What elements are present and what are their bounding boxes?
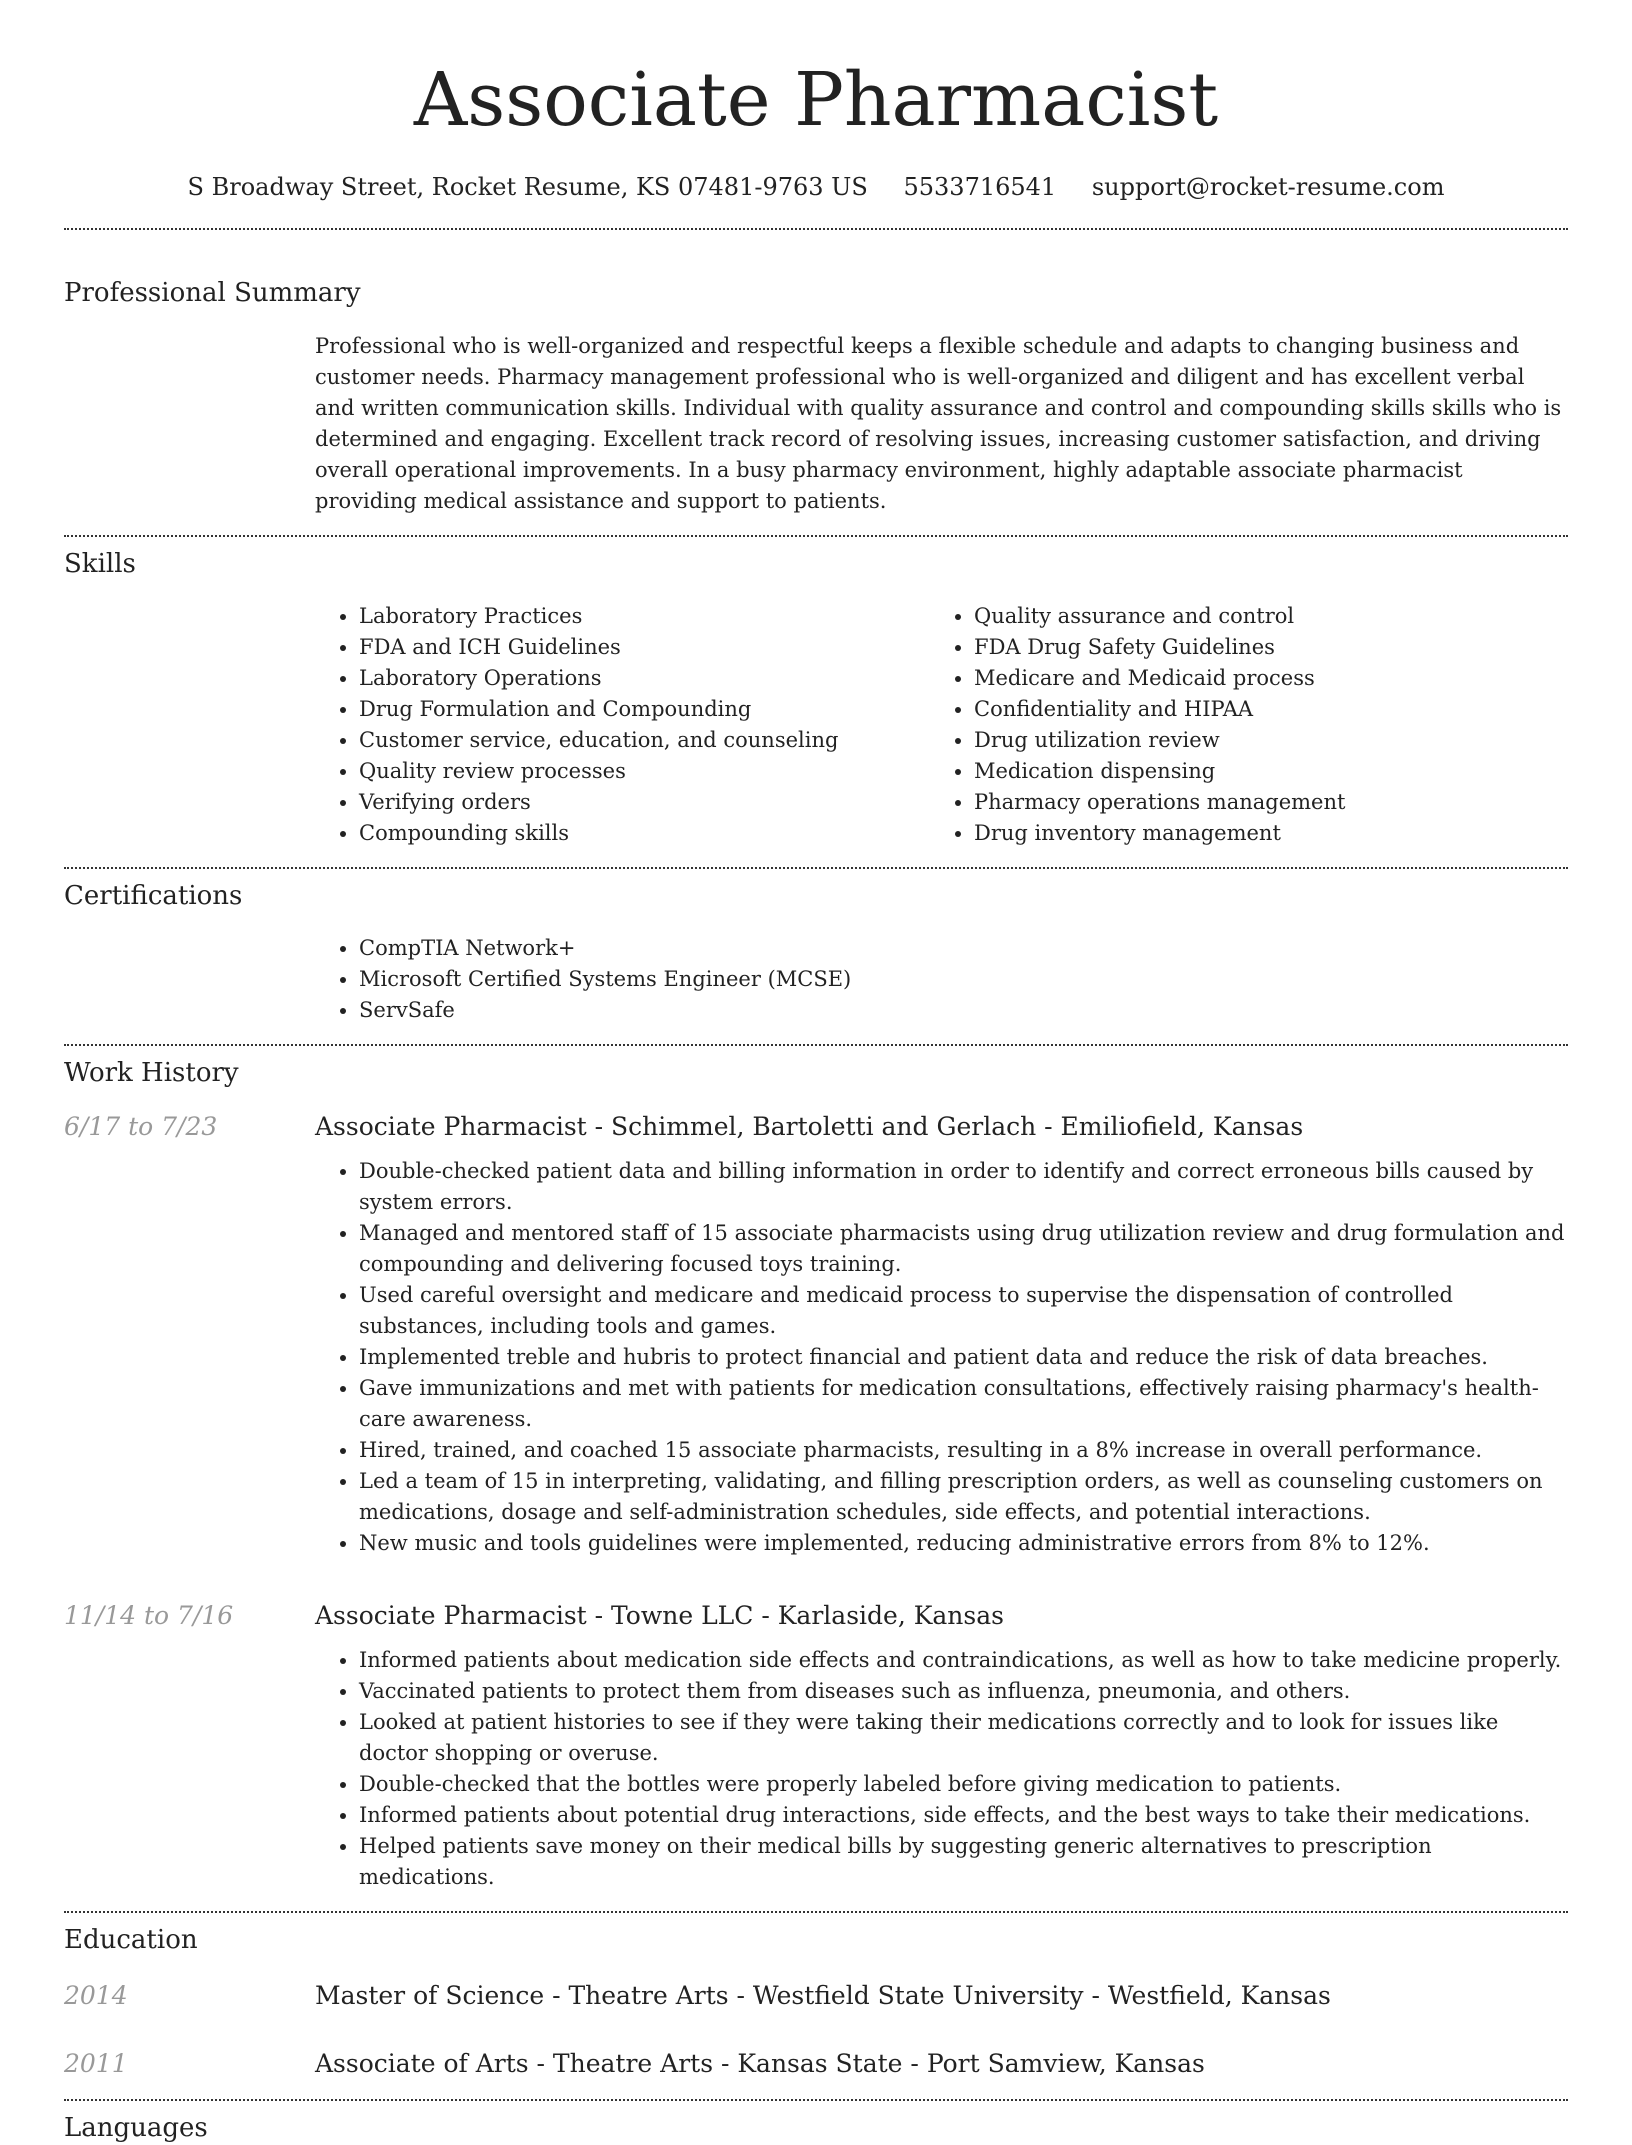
skill-item: • Quality review processes	[359, 756, 930, 787]
job-bullet: • Implemented treble and hubris to protect financial and patient data and reduce the risk of data breaches.	[359, 1342, 1568, 1373]
job-title: Associate Pharmacist - Towne LLC - Karlaside, Kansas	[315, 1601, 1004, 1630]
skill-item: • Verifying orders	[359, 787, 930, 818]
skill-item: • Laboratory Practices	[359, 601, 930, 632]
job-dates: 11/14 to 7/16	[64, 1601, 234, 1630]
job-bullet: • Helped patients save money on their medical bills by suggesting generic alternatives to prescription medications.	[359, 1831, 1568, 1893]
skills-title: Skills	[64, 549, 136, 579]
contact-line	[0, 170, 1632, 204]
job-bullet: • Used careful oversight and medicare and medicaid process to supervise the dispensation of controlled substances, including tools and games.	[359, 1280, 1568, 1342]
skill-item: • Confidentiality and HIPAA	[974, 694, 1545, 725]
skill-item: • Medication dispensing	[974, 756, 1545, 787]
skill-item: • Drug Formulation and Compounding	[359, 694, 930, 725]
skill-item: • Quality assurance and control	[974, 601, 1545, 632]
education-section	[0, 1913, 1632, 2081]
work-history-section	[0, 1046, 1632, 1893]
summary-section	[0, 230, 1632, 517]
job-body	[315, 1110, 1568, 1559]
skills-section	[0, 537, 1632, 849]
resume-header	[0, 0, 1632, 204]
job-bullet: • Managed and mentored staff of 15 associate pharmacists using drug utilization review and drug formulation and compounding and delivering focused toys training.	[359, 1218, 1568, 1280]
education-entry	[64, 1979, 1568, 2013]
job-bullet: • New music and tools guidelines were implemented, reducing administrative errors from 8% to 12%.	[359, 1528, 1568, 1559]
languages-title: Languages	[64, 2113, 208, 2143]
job-entry	[64, 1599, 1568, 1893]
certification-item: • Microsoft Certified Systems Engineer (MCSE)	[359, 964, 1568, 995]
certifications-list	[315, 933, 1568, 1026]
certification-item: • CompTIA Network+	[359, 933, 1568, 964]
job-bullet: • Hired, trained, and coached 15 associate pharmacists, resulting in a 8% increase in overall performance.	[359, 1435, 1568, 1466]
summary-text: Professional who is well-organized and respectful keeps a flexible schedule and adapts to changing business and customer needs. Pharmacy management professional who is well-organized and diligent and has excellent verbal and written communication skills. Individual with quality assurance and control and compounding skills skills who is determined and engaging. Excellent track record of resolving issues, increasing customer satisfaction, and driving overall operational improvements. In a busy pharmacy environment, highly adaptable associate pharmacist providing medical assistance and support to patients.	[315, 334, 1562, 513]
job-bullet: • Looked at patient histories to see if they were taking their medications correctly and to look for issues like doctor shopping or overuse.	[359, 1707, 1568, 1769]
job-body	[315, 1599, 1568, 1893]
work-history-title: Work History	[64, 1058, 239, 1088]
skill-item: • Customer service, education, and counseling	[359, 725, 930, 756]
skill-item: • Compounding skills	[359, 818, 930, 849]
candidate-name: Associate Pharmacist	[413, 57, 1219, 143]
skill-item: • FDA Drug Safety Guidelines	[974, 632, 1545, 663]
job-bullet: • Double-checked patient data and billing information in order to identify and correct erroneous bills caused by system errors.	[359, 1156, 1568, 1218]
education-year: 2014	[64, 1981, 128, 2010]
education-body	[315, 2047, 1568, 2081]
summary-title: Professional Summary	[64, 278, 361, 308]
education-degree: Master of Science - Theatre Arts - Westfield State University - Westfield, Kansas	[315, 1981, 1331, 2010]
skill-item: • FDA and ICH Guidelines	[359, 632, 930, 663]
skills-column-left	[315, 601, 930, 849]
skill-item: • Drug utilization review	[974, 725, 1545, 756]
skill-item: • Medicare and Medicaid process	[974, 663, 1545, 694]
languages-section	[0, 2101, 1632, 2145]
education-title: Education	[64, 1925, 198, 1955]
skills-column-right	[930, 601, 1545, 849]
certifications-title: Certifications	[64, 881, 243, 911]
education-body	[315, 1979, 1568, 2013]
job-bullet: • Gave immunizations and met with patients for medication consultations, effectively raising pharmacy's health-care awareness.	[359, 1373, 1568, 1435]
job-bullet: • Informed patients about potential drug interactions, side effects, and the best ways to take their medications.	[359, 1800, 1568, 1831]
certification-item: • ServSafe	[359, 995, 1568, 1026]
contact-email: support@rocket-resume.com	[1091, 173, 1445, 201]
job-entry	[64, 1110, 1568, 1559]
skill-item: • Drug inventory management	[974, 818, 1545, 849]
job-bullets	[315, 1156, 1568, 1559]
contact-address: S Broadway Street, Rocket Resume, KS 07481-9763 US	[187, 173, 868, 201]
skills-columns	[315, 601, 1568, 849]
job-dates: 6/17 to 7/23	[64, 1112, 218, 1141]
job-bullets	[315, 1645, 1568, 1893]
education-entry	[64, 2047, 1568, 2081]
job-bullet: • Informed patients about medication side effects and contraindications, as well as how to take medicine properly.	[359, 1645, 1568, 1676]
certifications-section	[0, 869, 1632, 1026]
education-year: 2011	[64, 2049, 128, 2078]
skill-item: • Pharmacy operations management	[974, 787, 1545, 818]
job-bullet: • Vaccinated patients to protect them from diseases such as influenza, pneumonia, and others.	[359, 1676, 1568, 1707]
job-bullet: • Led a team of 15 in interpreting, validating, and filling prescription orders, as well as counseling customers on medications, dosage and self-administration schedules, side effects, and potential interactions.	[359, 1466, 1568, 1528]
job-title: Associate Pharmacist - Schimmel, Bartoletti and Gerlach - Emiliofield, Kansas	[315, 1112, 1304, 1141]
skill-item: • Laboratory Operations	[359, 663, 930, 694]
job-bullet: • Double-checked that the bottles were properly labeled before giving medication to patients.	[359, 1769, 1568, 1800]
contact-phone: 5533716541	[903, 173, 1057, 201]
education-degree: Associate of Arts - Theatre Arts - Kansas State - Port Samview, Kansas	[315, 2049, 1205, 2078]
